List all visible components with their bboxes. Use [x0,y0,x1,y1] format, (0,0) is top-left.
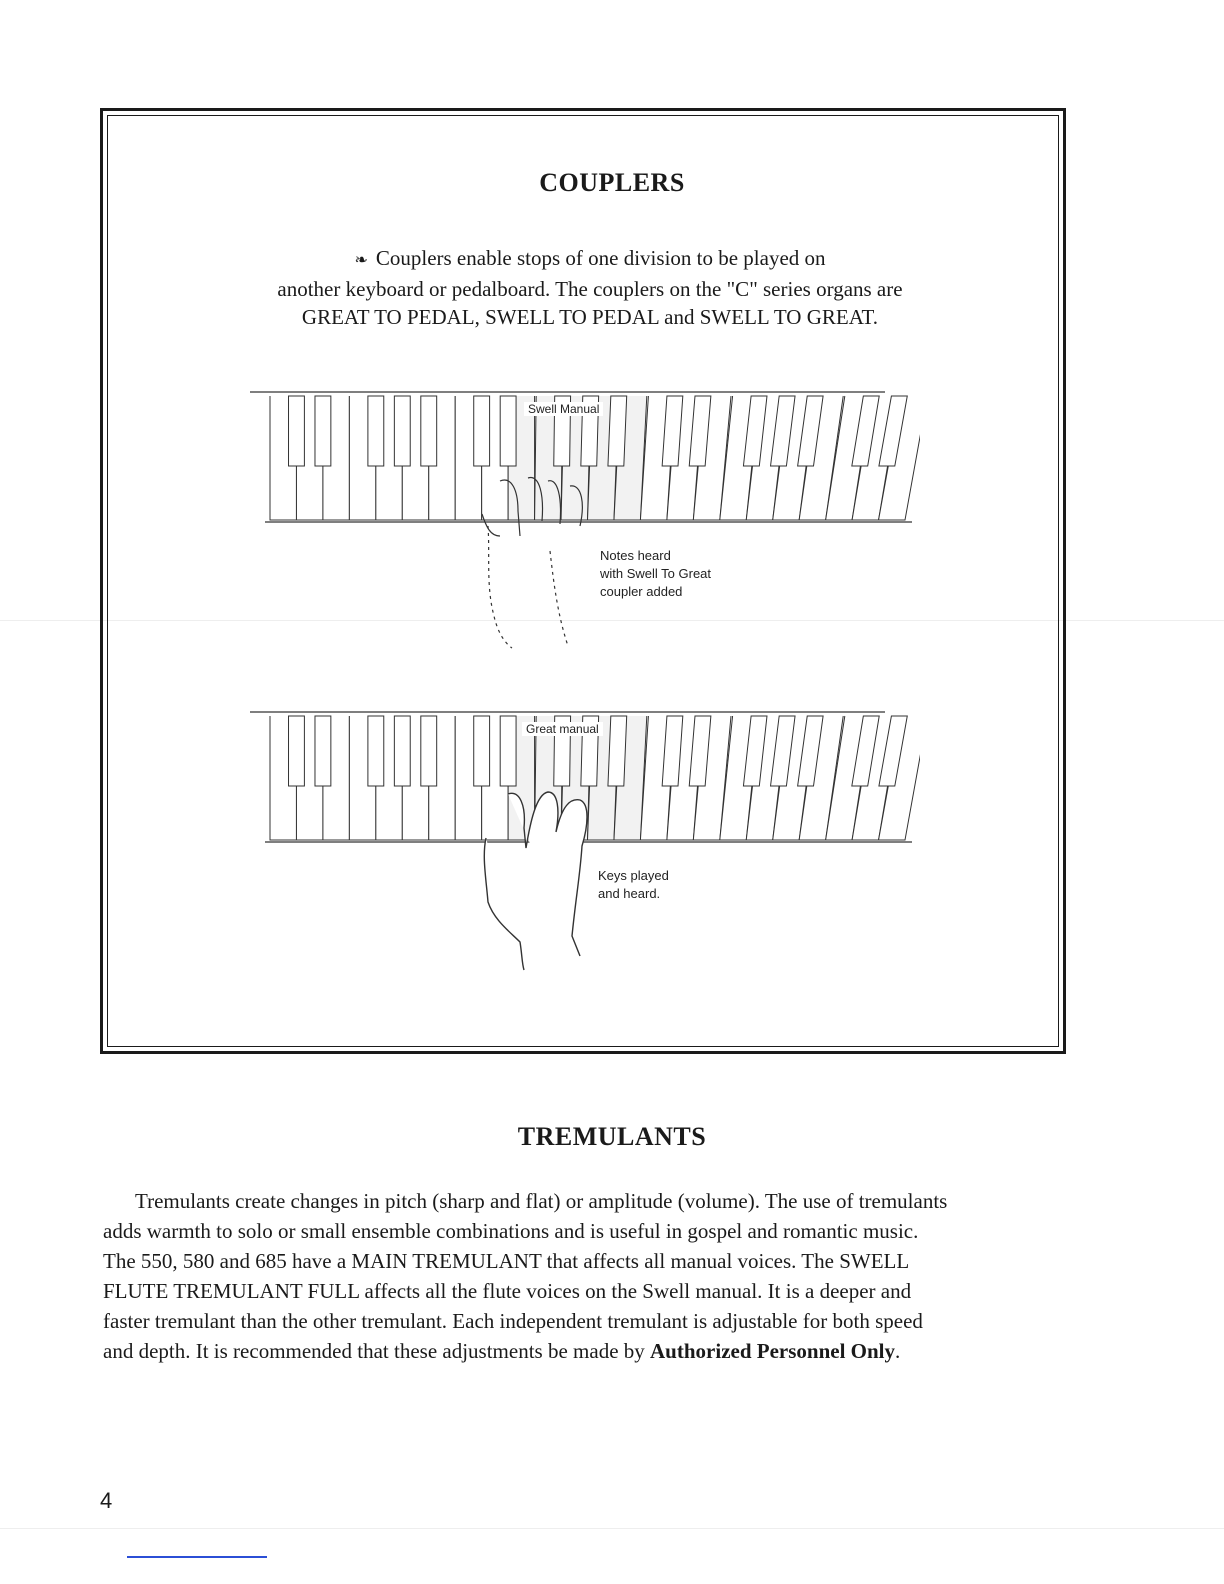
page-number: 4 [100,1488,113,1513]
couplers-heading: COUPLERS [539,168,685,197]
swell-manual-label: Swell Manual [524,402,603,416]
scan-edge-mark [127,1556,267,1558]
tremulants-line-2: adds warmth to solo or small ensemble combinations and is useful in gospel and romantic music. [103,1219,919,1243]
keys-played-caption: Keys played and heard. [598,868,669,901]
black-key [608,716,627,786]
scan-artifact-line [0,1528,1224,1529]
black-key [421,396,437,466]
black-key [315,396,331,466]
great-manual-diagram [250,706,920,976]
couplers-paragraph [200,244,980,331]
black-key [315,716,331,786]
tremulants-line-4: FLUTE TREMULANT FULL affects all the flute voices on the Swell manual. It is a deeper and [103,1279,912,1303]
fleuron-icon: ❧ [354,252,368,269]
black-key [394,396,410,466]
couplers-line-1: ❧ Couplers enable stops of one division to be played on [354,246,826,270]
tremulants-line-5: faster tremulant than the other tremulant. Each independent tremulant is adjustable for both speed [103,1309,923,1333]
black-key [500,396,516,466]
black-key [368,716,384,786]
tremulants-line-1: Tremulants create changes in pitch (sharp and flat) or amplitude (volume). The use of tremulants [135,1189,948,1213]
tremulants-line-6: and depth. It is recommended that these adjustments be made by Authorized Personnel Only. [103,1339,901,1363]
notes-heard-caption: Notes heard with Swell To Great coupler added [600,548,712,599]
tremulants-line-3: The 550, 580 and 685 have a MAIN TREMULANT that affects all manual voices. The SWELL [103,1249,910,1273]
black-key [368,396,384,466]
black-key [474,716,490,786]
couplers-line-2: another keyboard or pedalboard. The couplers on the "C" series organs are [277,277,903,301]
great-manual-label: Great manual [522,722,603,736]
black-key [500,716,516,786]
black-key [608,396,627,466]
couplers-line-3: GREAT TO PEDAL, SWELL TO PEDAL and SWELL TO GREAT. [301,305,879,329]
swell-manual-diagram [250,386,920,656]
black-key [289,396,305,466]
tremulants-heading: TREMULANTS [517,1122,707,1151]
tremulants-paragraph [103,1186,1073,1366]
black-key [394,716,410,786]
authorized-personnel-emphasis: Authorized Personnel Only [650,1339,896,1363]
black-key [474,396,490,466]
black-key [289,716,305,786]
black-key [421,716,437,786]
